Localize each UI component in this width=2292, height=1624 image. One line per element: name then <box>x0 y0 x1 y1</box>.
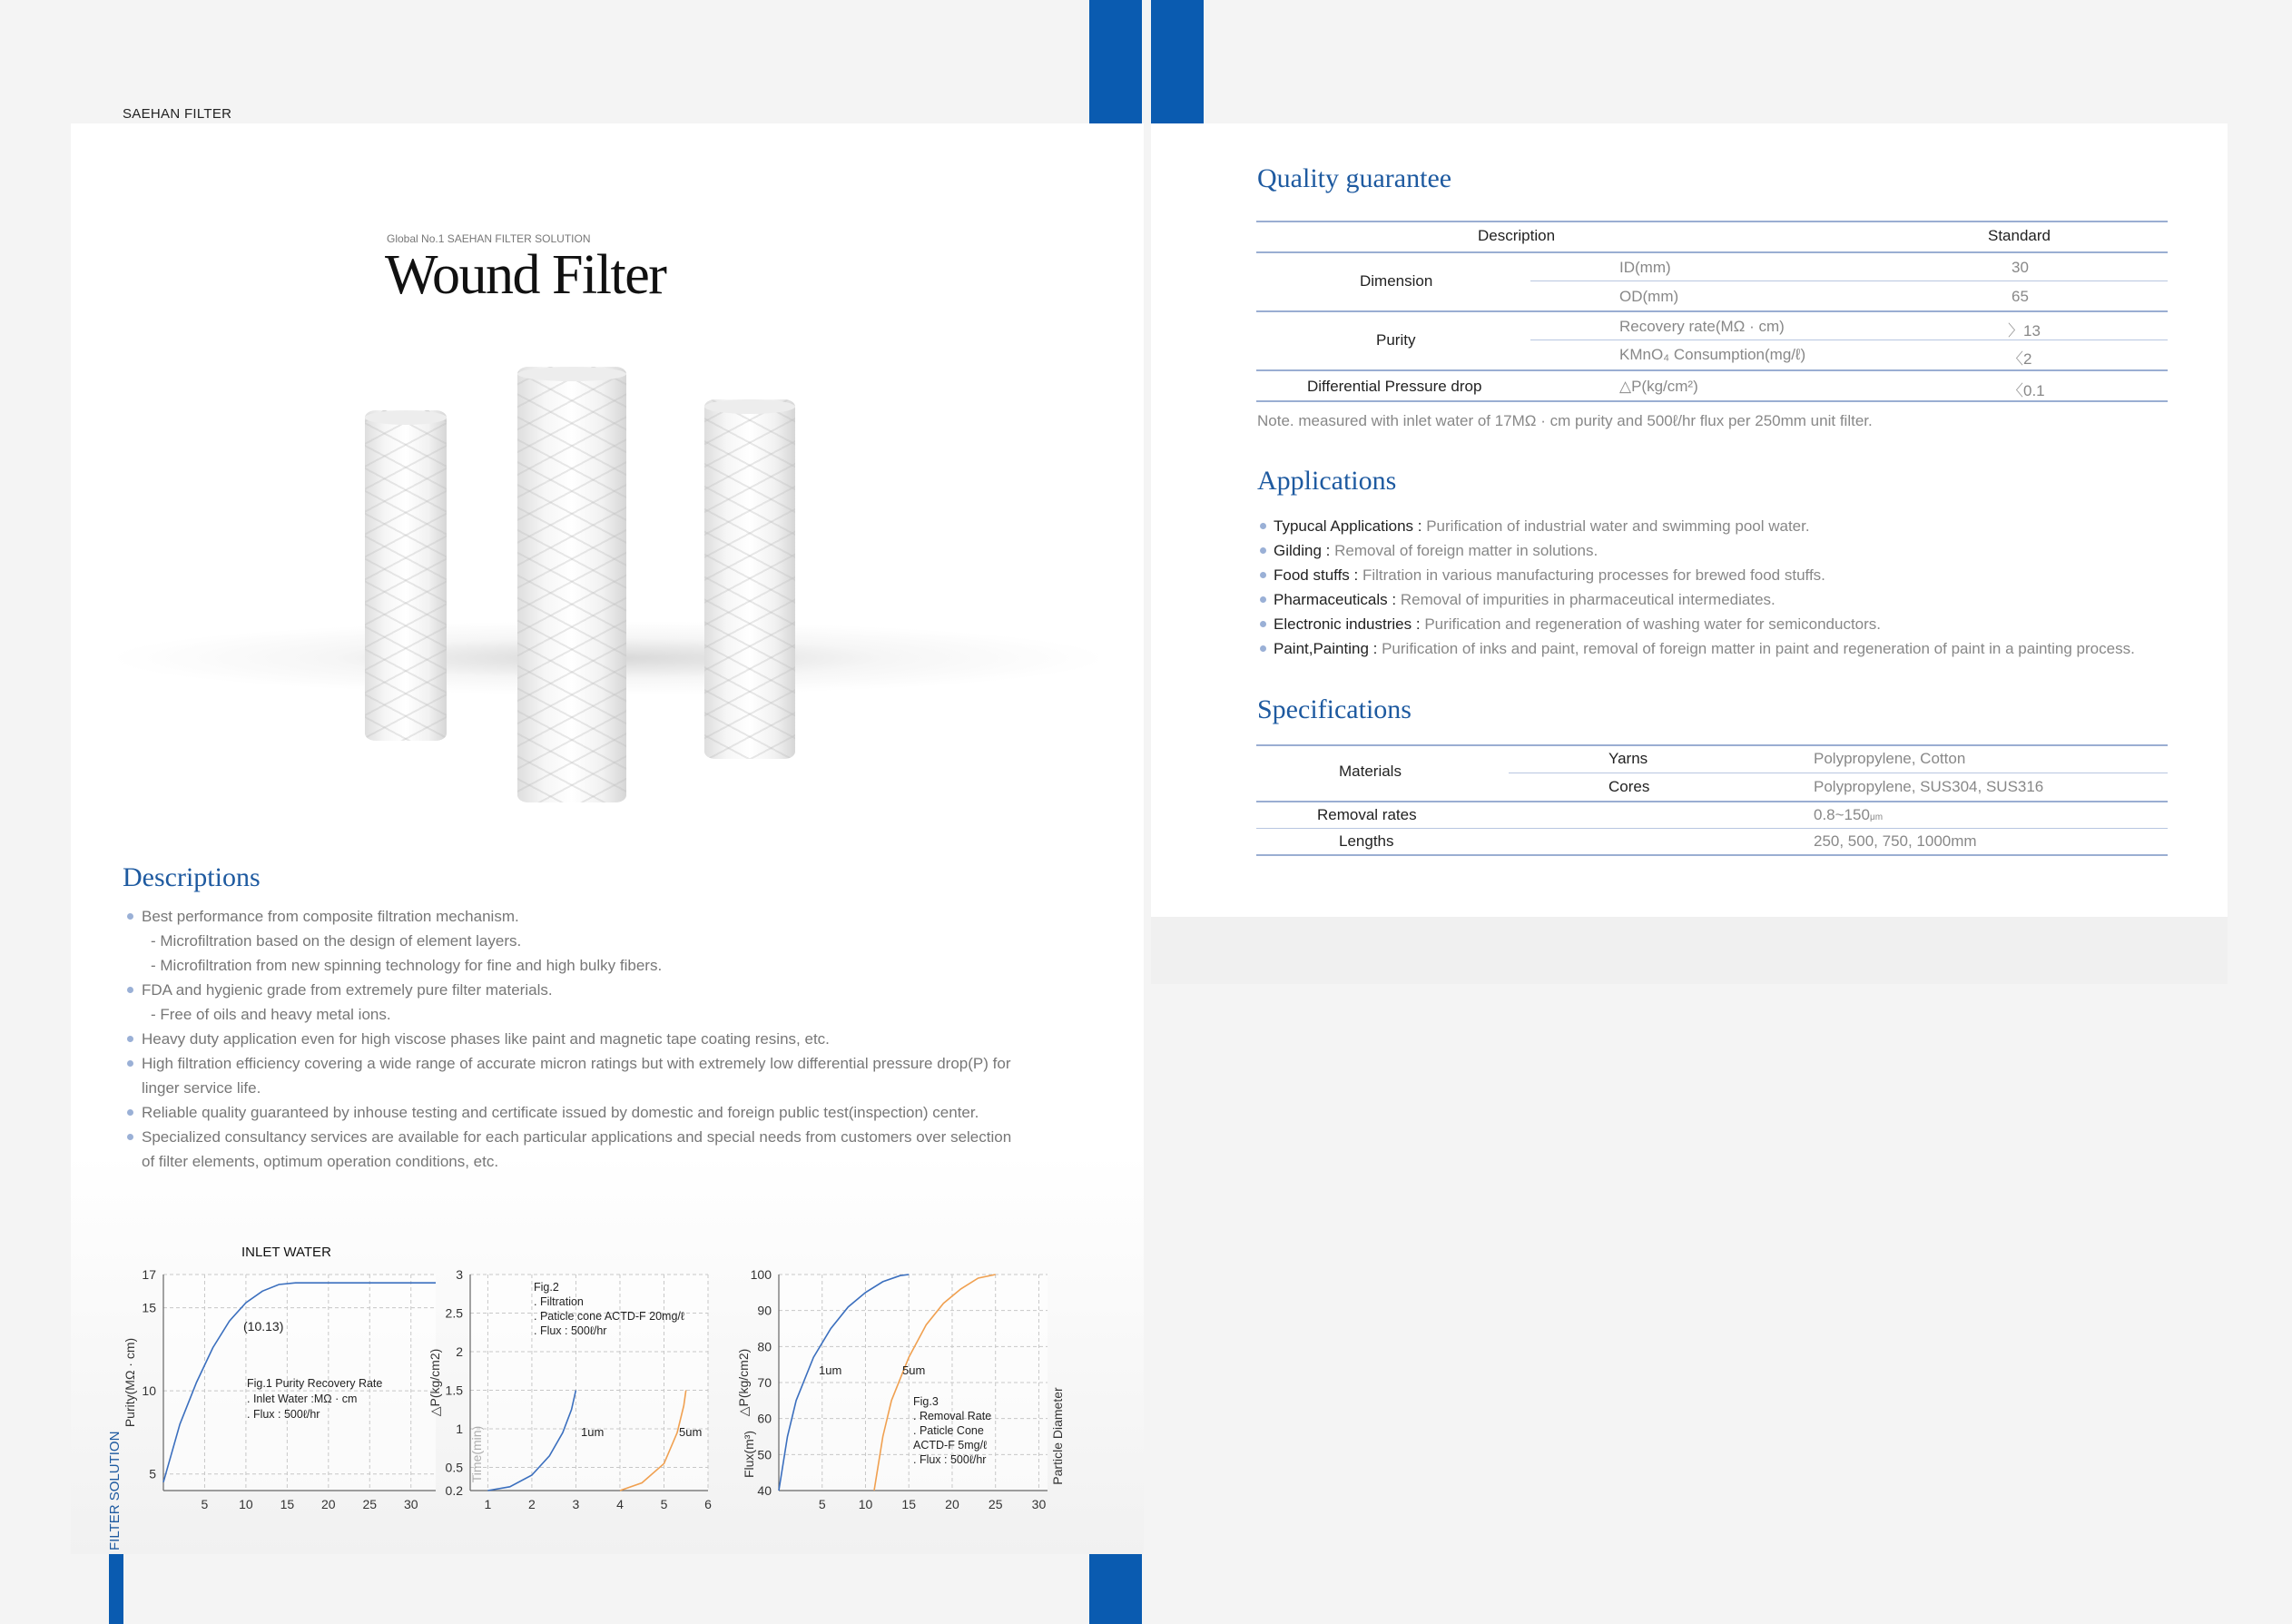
side-blue-strip <box>109 1554 123 1624</box>
chart-x-tick-label: 6 <box>704 1497 712 1511</box>
description-text: Heavy duty application even for high viscose phases like paint and magnetic tape coating resins, etc. <box>142 1030 830 1048</box>
chart-legend-text: . Flux : 500ℓ/hr <box>913 1453 987 1466</box>
descriptions-list <box>127 904 1053 1174</box>
filter-cartridge-medium <box>704 399 795 759</box>
chart-legend-text: . Flux : 500ℓ/hr <box>534 1324 607 1337</box>
chart-x-tick-label: 25 <box>362 1497 378 1511</box>
application-value: Purification of industrial water and swimming pool water. <box>1426 517 1810 535</box>
quality-header-description: Description <box>1478 227 1556 244</box>
spec-material-value: Polypropylene, Cotton <box>1814 750 1966 767</box>
chart-x-tick-label: 30 <box>1031 1497 1047 1511</box>
description-item <box>127 929 1053 953</box>
quality-value: 〈2 <box>2008 350 2032 368</box>
chart-y-tick-label: 5 <box>149 1466 156 1481</box>
bullet-icon <box>127 1036 133 1042</box>
description-item <box>127 1027 1053 1051</box>
chart-y-tick-label: 10 <box>142 1383 156 1399</box>
chart-legend-text: . Paticle Cone <box>913 1424 984 1437</box>
quality-item: △P(kg/cm²) <box>1619 378 1698 395</box>
chart-x-tick-label: 10 <box>858 1497 873 1511</box>
chart-y-tick-label: 1.5 <box>445 1383 463 1398</box>
chart-title: INLET WATER <box>241 1245 331 1260</box>
chart-series-label: 5um <box>679 1425 703 1439</box>
chart-legend-text: . Removal Rate <box>913 1410 992 1422</box>
description-text: - Microfiltration from new spinning technology for fine and high bulky fibers. <box>151 957 663 974</box>
bullet-icon <box>1260 547 1266 554</box>
quality-item: Recovery rate(MΩ · cm) <box>1619 318 1785 335</box>
spec-material-value: Polypropylene, SUS304, SUS316 <box>1814 778 2044 795</box>
spec-lengths-value: 250, 500, 750, 1000mm <box>1814 832 1977 850</box>
chart-x-tick-label: 10 <box>239 1497 253 1511</box>
chart-y-tick-label: 40 <box>757 1483 772 1498</box>
quality-group-rule <box>1256 369 2168 371</box>
application-value: Purification and regeneration of washing water for semiconductors. <box>1424 615 1882 633</box>
quality-item: ID(mm) <box>1619 259 1671 276</box>
chart-y-axis-label: △P(kg/cm2) <box>428 1348 442 1417</box>
charts-svg <box>109 1235 1071 1543</box>
bullet-icon <box>1260 596 1266 603</box>
description-item <box>127 904 1053 929</box>
description-text: Best performance from composite filtration mechanism. <box>142 908 519 925</box>
charts-area <box>109 1235 1071 1543</box>
chart-x-tick-label: 3 <box>572 1497 580 1511</box>
hero-title: Wound Filter <box>385 244 666 306</box>
bottom-blue-bar <box>1089 1554 1142 1624</box>
spec-material-name: Cores <box>1608 778 1650 795</box>
description-item <box>127 1051 1053 1076</box>
description-item <box>127 1149 1053 1174</box>
chart-y-tick-label: 0.2 <box>445 1483 463 1498</box>
description-text: - Microfiltration based on the design of element layers. <box>151 932 522 950</box>
spec-lengths-label: Lengths <box>1339 832 1394 850</box>
description-text: of filter elements, optimum operation conditions, etc. <box>142 1153 499 1170</box>
application-key: Paint,Painting : <box>1274 640 1378 657</box>
application-item <box>1260 514 2135 538</box>
spec-row-rule <box>1256 828 2168 829</box>
quality-value: 30 <box>2012 259 2029 276</box>
quality-group-label: Purity <box>1376 331 1416 349</box>
chart-x-tick-label: 4 <box>616 1497 624 1511</box>
spec-top-rule <box>1256 744 2168 746</box>
chart-plot-area <box>470 1275 708 1491</box>
hero-subtitle: Global No.1 SAEHAN FILTER SOLUTION <box>387 232 591 245</box>
spec-bottom-rule <box>1256 854 2168 856</box>
chart-y-tick-label: 60 <box>757 1411 772 1426</box>
description-text: Specialized consultancy services are available for each particular applications and special needs from customers over selection <box>142 1128 1012 1146</box>
chart-y-tick-label: 90 <box>757 1303 772 1318</box>
bullet-icon <box>1260 572 1266 578</box>
chart-x-tick-label: 5 <box>201 1497 209 1511</box>
chart-y-tick-label: 100 <box>750 1267 772 1282</box>
spec-material-name: Yarns <box>1608 750 1648 767</box>
spec-removal-label: Removal rates <box>1317 806 1417 823</box>
chart-legend-text: Fig.3 <box>913 1395 939 1408</box>
quality-note: Note. measured with inlet water of 17MΩ · cm purity and 500ℓ/hr flux per 250mm unit filter. <box>1257 412 1873 429</box>
quality-value: 〈0.1 <box>2008 382 2045 399</box>
filter-cartridge-small <box>365 410 447 741</box>
chart-series-label: 1um <box>819 1363 842 1377</box>
chart-x-axis-label: Particle Diameter <box>1050 1387 1065 1485</box>
chart-legend-text: . Paticle cone ACTD-F 20mg/ℓ <box>534 1310 684 1323</box>
quality-value: 65 <box>2012 288 2029 305</box>
quality-group-label: Differential Pressure drop <box>1307 378 1482 395</box>
chart-x-tick-label: 1 <box>484 1497 492 1511</box>
chart-x-tick-label: 20 <box>945 1497 959 1511</box>
application-key: Electronic industries : <box>1274 615 1421 633</box>
chart-series-label: 5um <box>902 1363 926 1377</box>
spec-removal-value: 0.8~150μm <box>1814 806 1884 823</box>
quality-group-rule <box>1256 310 2168 312</box>
chart-series-label: 1um <box>581 1425 605 1439</box>
chart-x-tick-label: 20 <box>321 1497 336 1511</box>
chart-y-tick-label: 80 <box>757 1339 772 1354</box>
bullet-icon <box>127 1060 133 1067</box>
application-value: Purification of inks and paint, removal of foreign matter in paint and regeneration of paint in a painting process. <box>1382 640 2135 657</box>
filter-cartridge-large <box>517 367 626 802</box>
right-page-footer-band <box>1151 917 2228 984</box>
bullet-icon <box>127 913 133 920</box>
application-key: Gilding : <box>1274 542 1331 559</box>
application-key: Pharmaceuticals : <box>1274 591 1397 608</box>
chart-x-tick-label: 30 <box>403 1497 418 1511</box>
description-item <box>127 1100 1053 1125</box>
chart-y-tick-label: 2 <box>456 1344 463 1359</box>
chart-x-tick-label: 15 <box>280 1497 295 1511</box>
quality-bottom-rule <box>1256 400 2168 402</box>
description-text: High filtration efficiency covering a wide range of accurate micron ratings but with extremely low differential pressure drop(P) for <box>142 1055 1011 1072</box>
chart-legend-text: . Inlet Water :MΩ · cm <box>247 1393 358 1405</box>
bullet-icon <box>1260 621 1266 627</box>
chart-y-tick-label: 70 <box>757 1375 772 1390</box>
chart-legend-text: . Flux : 500ℓ/hr <box>247 1408 320 1421</box>
application-item <box>1260 636 2135 661</box>
quality-heading: Quality guarantee <box>1257 163 1452 193</box>
application-value: Filtration in various manufacturing processes for brewed food stuffs. <box>1362 566 1825 584</box>
bullet-icon <box>1260 523 1266 529</box>
application-item <box>1260 612 2135 636</box>
chart-x-tick-label: 5 <box>660 1497 668 1511</box>
chart-x-tick-label: 15 <box>901 1497 917 1511</box>
application-key: Food stuffs : <box>1274 566 1359 584</box>
application-value: Removal of impurities in pharmaceutical intermediates. <box>1400 591 1776 608</box>
quality-item: OD(mm) <box>1619 288 1679 305</box>
applications-list <box>1260 514 2135 661</box>
applications-heading: Applications <box>1257 466 1397 496</box>
chart-x-tick-label: 2 <box>528 1497 536 1511</box>
application-item <box>1260 538 2135 563</box>
description-item <box>127 1076 1053 1100</box>
description-item <box>127 953 1053 978</box>
chart-y-tick-label: 1 <box>456 1422 463 1436</box>
chart-y-tick-label: 2.5 <box>445 1305 463 1321</box>
application-item <box>1260 563 2135 587</box>
bullet-icon <box>127 1134 133 1140</box>
application-item <box>1260 587 2135 612</box>
chart-y-tick-label: 15 <box>142 1300 156 1315</box>
chart-legend-text: . Filtration <box>534 1295 584 1308</box>
chart-legend-text: ACTD-F 5mg/ℓ <box>913 1439 988 1452</box>
quality-header-standard: Standard <box>1988 227 2051 244</box>
quality-header-rule <box>1256 251 2168 253</box>
chart-y-tick-label: 3 <box>456 1267 463 1282</box>
chart-annotation: (10.13) <box>243 1319 284 1334</box>
chart-x-tick-label: 25 <box>988 1497 1003 1511</box>
description-item <box>127 1002 1053 1027</box>
description-text: linger service life. <box>142 1079 261 1097</box>
top-blue-bar-right <box>1151 0 1204 123</box>
quality-value: 〉13 <box>2008 322 2041 340</box>
quality-group-label: Dimension <box>1360 272 1433 290</box>
spec-materials-label: Materials <box>1339 763 1402 780</box>
chart-x-axis-label: Flux(m³) <box>742 1430 756 1479</box>
chart-y-tick-label: 0.5 <box>445 1460 463 1475</box>
spec-group-rule <box>1256 801 2168 802</box>
bullet-icon <box>127 987 133 993</box>
chart-y-axis-label: △P(kg/cm2) <box>736 1348 751 1417</box>
description-text: Reliable quality guaranteed by inhouse testing and certificate issued by domestic and foreign public test(inspection) center. <box>142 1104 979 1121</box>
description-item <box>127 978 1053 1002</box>
chart-y-axis-label: Purity(MΩ · cm) <box>123 1337 137 1428</box>
chart-y-tick-label: 50 <box>757 1447 772 1462</box>
description-text: FDA and hygienic grade from extremely pure filter materials. <box>142 981 553 999</box>
description-text: - Free of oils and heavy metal ions. <box>151 1006 391 1023</box>
chart-legend-text: Fig.2 <box>534 1281 559 1294</box>
bullet-icon <box>1260 645 1266 652</box>
specifications-heading: Specifications <box>1257 694 1412 724</box>
descriptions-heading: Descriptions <box>123 862 261 892</box>
side-label: FILTER SOLUTION <box>107 1431 123 1550</box>
chart-x-tick-label: 5 <box>818 1497 826 1511</box>
brand-label: SAEHAN FILTER <box>123 106 232 122</box>
top-blue-bar-left <box>1089 0 1142 123</box>
quality-item: KMnO₄ Consumption(mg/ℓ) <box>1619 346 1806 363</box>
application-value: Removal of foreign matter in solutions. <box>1334 542 1598 559</box>
bullet-icon <box>127 1109 133 1116</box>
chart-legend-text: Fig.1 Purity Recovery Rate <box>247 1377 383 1390</box>
chart-y-tick-label: 17 <box>142 1267 156 1282</box>
description-item <box>127 1125 1053 1149</box>
quality-top-rule <box>1256 221 2168 222</box>
application-key: Typucal Applications : <box>1274 517 1422 535</box>
